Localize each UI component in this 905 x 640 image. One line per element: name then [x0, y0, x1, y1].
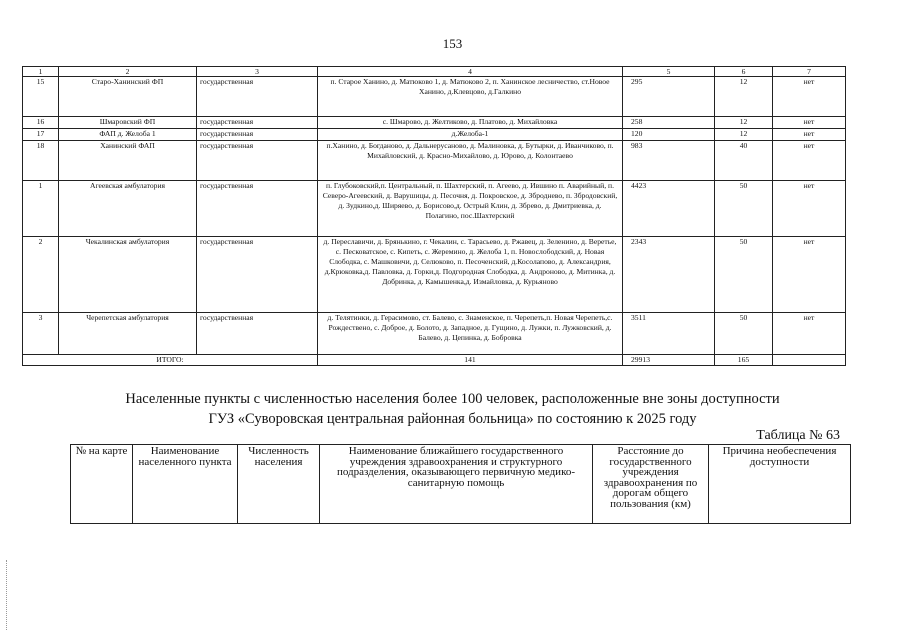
- row-number: 15: [23, 77, 59, 117]
- row-number: 3: [23, 313, 59, 355]
- scan-margin-marks: [6, 560, 9, 630]
- table-row: [23, 129, 846, 141]
- distance: 12: [715, 77, 773, 117]
- distance: 50: [715, 181, 773, 237]
- table-row: [23, 141, 846, 181]
- facility-name: Старо-Ханинский ФП: [59, 77, 197, 117]
- ownership: государственная: [197, 181, 318, 237]
- facility-name: Шмаровский ФП: [59, 117, 197, 129]
- column-number: 2: [59, 67, 197, 77]
- facility-name: Черепетская амбулатория: [59, 313, 197, 355]
- total-row: [23, 355, 846, 366]
- population: 120: [623, 129, 715, 141]
- header-map-number: № на карте: [71, 445, 133, 524]
- ownership: государственная: [197, 117, 318, 129]
- page-number: 153: [442, 36, 463, 51]
- facilities-table: [22, 66, 846, 366]
- table-label: Таблица № 63: [756, 428, 840, 443]
- settlements: п.Ханино, д. Богданово, д. Дальнерусаново, д. Малиновка, д. Бутырки, д. Иванчиково, п. Михайловский, д. Красно-Михайлово, д. Юрово, д. Колонтаево: [318, 141, 623, 181]
- settlements: п. Старое Ханино, д. Матюково 1, д. Матюково 2, п. Ханинское лесничество, ст.Новое Ханино, д.Клевцово, д.Галкино: [318, 77, 623, 117]
- column-number: 5: [623, 67, 715, 77]
- settlements: д.Желоба-1: [318, 129, 623, 141]
- column-number: 7: [773, 67, 846, 77]
- header-population: Численность населения: [238, 445, 320, 524]
- need: нет: [773, 181, 846, 237]
- header-row: [71, 445, 851, 524]
- header-settlement-name: Наименование населенного пункта: [133, 445, 238, 524]
- population: 3511: [623, 313, 715, 355]
- total-population: 29913: [623, 355, 715, 366]
- header-distance: Расстояние до государственного учреждения здравоохранения по дорогам общего пользования (км): [593, 445, 709, 524]
- settlements: д. Телятинки, д. Герасимово, ст. Балево, с. Знаменское, п. Черепеть,п. Новая Черепеть,с. Рождествено, с. Доброе, д. Болото, д. Западное, д. Гущино, д. Лужки, п. Лужковский, д. Балево, д. Цепинка, д. Бобровка: [318, 313, 623, 355]
- population: 983: [623, 141, 715, 181]
- need: нет: [773, 117, 846, 129]
- column-number-row: [23, 67, 846, 77]
- table-row: [23, 117, 846, 129]
- column-number: 4: [318, 67, 623, 77]
- section-heading-line1: Населенные пункты с численностью населения более 100 человек, расположенные вне зоны доступности: [125, 391, 780, 407]
- need: нет: [773, 77, 846, 117]
- distance: 40: [715, 141, 773, 181]
- facility-name: Чекалинская амбулатория: [59, 237, 197, 313]
- row-number: 1: [23, 181, 59, 237]
- ownership: государственная: [197, 237, 318, 313]
- ownership: государственная: [197, 129, 318, 141]
- table-row: [23, 181, 846, 237]
- column-number: 6: [715, 67, 773, 77]
- total-settlements: 141: [318, 355, 623, 366]
- availability-table: [70, 444, 851, 524]
- total-distance: 165: [715, 355, 773, 366]
- ownership: государственная: [197, 77, 318, 117]
- settlements: с. Шмарово, д. Желтиково, д. Платово, д. Михайловка: [318, 117, 623, 129]
- header-reason: Причина необеспечения доступности: [709, 445, 851, 524]
- table-row: [23, 237, 846, 313]
- total-label: ИТОГО:: [23, 355, 318, 366]
- row-number: 2: [23, 237, 59, 313]
- facility-name: ФАП д. Желоба 1: [59, 129, 197, 141]
- settlements: д. Переславичи, д. Брянькино, г. Чекалин, с. Тарасьево, д. Ржавец, д. Зеленино, д. Веретье, с. Песковатское, с. Кипеть, с. Жеремино, д. Желоба 1, п. Новослободский, д. Новая Слободка, с. Машковичи, д. Селюково, п. Песоченский, д.Косолапово, д. Александрия, д.Крюковка,д. Павловка, д. Горки,д. Подгородная Слободка, д. Андроново, д. Митинка, д. Добринка, д. Камышенка,д. Измайловка, д. Курьяново: [318, 237, 623, 313]
- facility-name: Агеевская амбулатория: [59, 181, 197, 237]
- settlements: п. Глубоковский,п. Центральный, п. Шахтерский, п. Агеево, д. Ившино п. Аварийный, п. Северо-Агеевский, д. Варушицы, д. Песочня, д. Покровское, д. Зброднево, п. Збродовский, д. Зудкино,д. Ширяево, д. Борисово,д. Острый Клин, д. Збрево, д. Дмитриевка, д. Полагино, пос.Шахтерский: [318, 181, 623, 237]
- section-heading-line2: ГУЗ «Суворовская центральная районная больница» по состоянию к 2025 году: [208, 411, 697, 427]
- population: 2343: [623, 237, 715, 313]
- distance: 50: [715, 313, 773, 355]
- ownership: государственная: [197, 313, 318, 355]
- need: нет: [773, 237, 846, 313]
- column-number: 3: [197, 67, 318, 77]
- distance: 12: [715, 117, 773, 129]
- need: нет: [773, 141, 846, 181]
- header-nearest-facility: Наименование ближайшего государственного учреждения здравоохранения и структурного подразделения, оказывающего первичную медико-санитарную помощь: [320, 445, 593, 524]
- ownership: государственная: [197, 141, 318, 181]
- population: 295: [623, 77, 715, 117]
- column-number: 1: [23, 67, 59, 77]
- population: 258: [623, 117, 715, 129]
- population: 4423: [623, 181, 715, 237]
- table-row: [23, 313, 846, 355]
- facility-name: Ханинский ФАП: [59, 141, 197, 181]
- row-number: 18: [23, 141, 59, 181]
- distance: 50: [715, 237, 773, 313]
- need: нет: [773, 313, 846, 355]
- table-row: [23, 77, 846, 117]
- total-empty: [773, 355, 846, 366]
- distance: 12: [715, 129, 773, 141]
- row-number: 16: [23, 117, 59, 129]
- need: нет: [773, 129, 846, 141]
- row-number: 17: [23, 129, 59, 141]
